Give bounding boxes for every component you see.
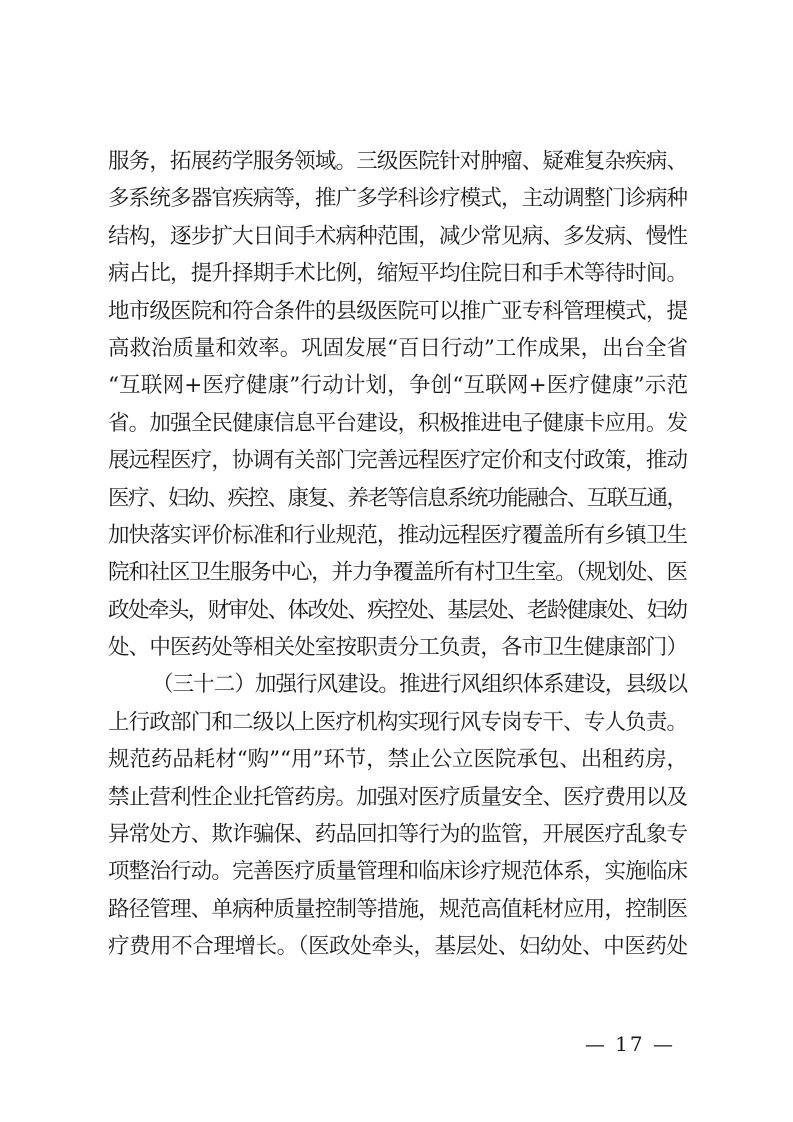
text-line: 展远程医疗，协调有关部门完善远程医疗定价和支付政策，推动 — [108, 448, 688, 474]
text-line: 项整治行动。完善医疗质量管理和临床诊疗规范体系，实施临床 — [108, 859, 688, 885]
text-line: 多系统多器官疾病等，推广多学科诊疗模式，主动调整门诊病种 — [108, 186, 688, 212]
section-heading-line: （三十二）加强行风建设。推进行风组织体系建设，县级以 — [152, 672, 688, 698]
text-line: 处、中医药处等相关处室按职责分工负责，各市卫生健康部门） — [108, 635, 688, 661]
text-line: 院和社区卫生服务中心，并力争覆盖所有村卫生室。（规划处、医 — [108, 560, 687, 586]
page-number: — 17 — — [584, 1032, 675, 1056]
text-line: 异常处方、欺诈骗保、药品回扣等行为的监管，开展医疗乱象专 — [108, 822, 688, 848]
text-line: 政处牵头，财审处、体改处、疾控处、基层处、老龄健康处、妇幼 — [108, 597, 687, 623]
text-line: “互联网+医疗健康”行动计划，争创“互联网+医疗健康”示范 — [108, 373, 689, 399]
body-text — [108, 143, 688, 966]
text-line: 上行政部门和二级以上医疗机构实现行风专岗专干、专人负责。 — [108, 709, 688, 735]
text-line: 结构，逐步扩大日间手术病种范围，减少常见病、多发病、慢性 — [108, 223, 688, 249]
text-line: 路径管理、单病种质量控制等措施，规范高值耗材应用，控制医 — [108, 896, 688, 922]
text-line: 禁止营利性企业托管药房。加强对医疗质量安全、医疗费用以及 — [108, 784, 688, 810]
text-line: 加快落实评价标准和行业规范，推动远程医疗覆盖所有乡镇卫生 — [108, 522, 688, 548]
text-line: 规范药品耗材“购”“用”环节，禁止公立医院承包、出租药房， — [108, 747, 688, 773]
text-line: 省。加强全民健康信息平台建设，积极推进电子健康卡应用。发 — [108, 410, 688, 436]
text-line: 疗费用不合理增长。（医政处牵头，基层处、妇幼处、中医药处 — [108, 934, 688, 960]
text-line: 医疗、妇幼、疾控、康复、养老等信息系统功能融合、互联互通， — [108, 485, 687, 511]
text-line: 服务，拓展药学服务领域。三级医院针对肿瘤、疑难复杂疾病、 — [108, 149, 688, 174]
text-line: 地市级医院和符合条件的县级医院可以推广亚专科管理模式，提 — [108, 298, 688, 324]
text-line: 病占比，提升择期手术比例，缩短平均住院日和手术等待时间。 — [108, 261, 688, 287]
text-line: 高救治质量和效率。巩固发展“百日行动”工作成果，出台全省 — [108, 335, 688, 361]
